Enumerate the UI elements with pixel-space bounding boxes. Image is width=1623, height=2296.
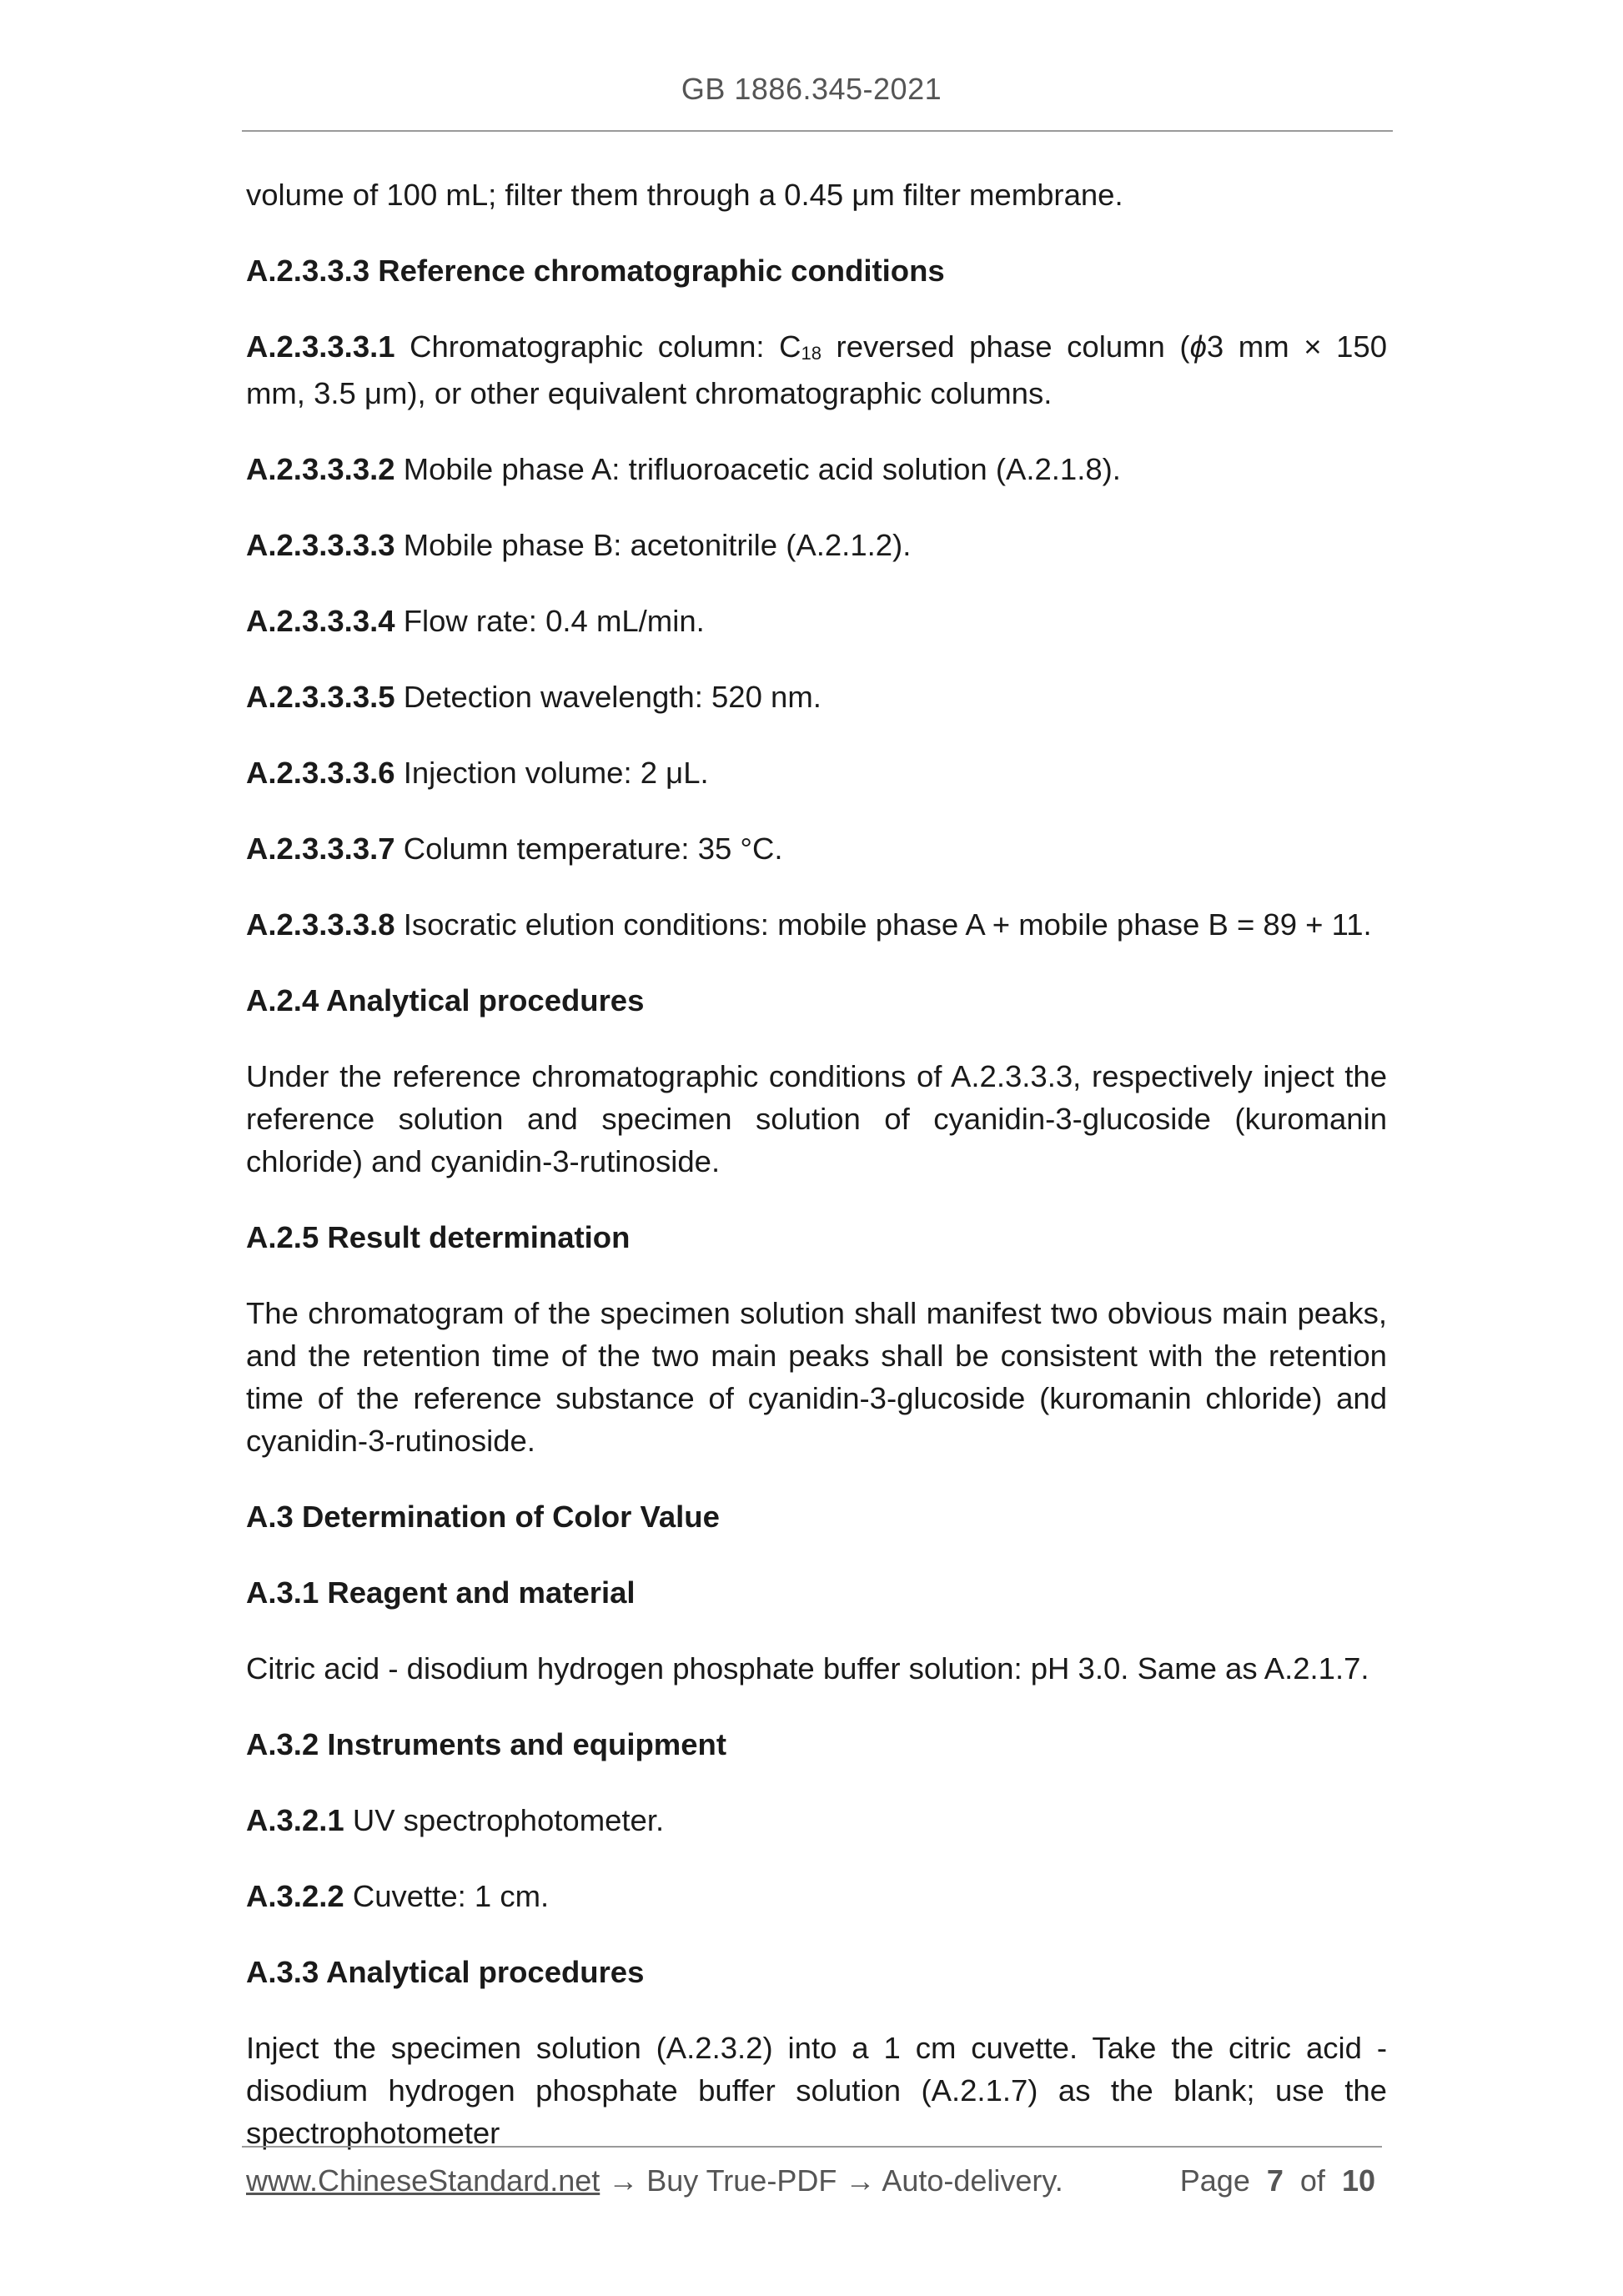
document-id-header: GB 1886.345-2021 (681, 72, 942, 106)
subscript: 18 (801, 343, 822, 364)
clause-number: A.2.3.3.3.4 (246, 604, 395, 638)
clause-text: Chromatographic column: C (394, 329, 801, 364)
clause-number: A.2.3.3.3.1 (246, 329, 395, 364)
section-heading-a25: A.2.5 Result determination (246, 1220, 631, 1254)
clause-number: A.2.3.3.3.6 (246, 756, 395, 790)
clause-a321 (246, 1799, 1387, 1841)
footer-divider (242, 2146, 1382, 2148)
phi-symbol: ϕ (1189, 329, 1207, 364)
clause-number: A.2.3.3.3.5 (246, 680, 395, 714)
clause-number: A.3.2.2 (246, 1879, 344, 1913)
clause-number: A.3.2.1 (246, 1803, 344, 1837)
page-label: Page (1179, 2163, 1250, 2198)
clause-text: Cuvette: 1 cm. (344, 1879, 550, 1913)
clause-a233336 (246, 751, 1387, 794)
document-body (246, 173, 1387, 2188)
clause-number: A.2.3.3.3.2 (246, 452, 395, 486)
clause-text: Isocratic elution conditions: mobile phase A + mobile phase B = 89 + 11. (394, 907, 1372, 942)
clause-number: A.2.3.3.3.8 (246, 907, 395, 942)
clause-text: UV spectrophotometer. (344, 1803, 665, 1837)
header-divider (242, 130, 1393, 132)
clause-text: 3 mm × 150 mm, 3.5 μm), or other equivalent chromatographic columns. (246, 329, 1387, 410)
section-heading-a2333: A.2.3.3.3 Reference chromatographic conditions (246, 254, 945, 288)
section-heading-a24: A.2.4 Analytical procedures (246, 983, 645, 1017)
section-heading-a32: A.3.2 Instruments and equipment (246, 1727, 726, 1761)
page-footer (246, 2160, 1380, 2202)
paragraph-a25: The chromatogram of the specimen solution shall manifest two obvious main peaks, and the retention time of the two main peaks shall be consistent with the retention time of the reference substance of cyanidin-3-glucoside (kuromanin chloride) and cyanidin-3-rutinoside. (246, 1296, 1387, 1458)
intro-paragraph: volume of 100 mL; filter them through a 0.45 μm filter membrane. (246, 178, 1123, 212)
promo-text: → Buy True-PDF → Auto-delivery. (600, 2163, 1063, 2198)
clause-a233338 (246, 903, 1387, 946)
clause-text: Injection volume: 2 μL. (394, 756, 709, 790)
section-heading-a3: A.3 Determination of Color Value (246, 1500, 720, 1534)
section-heading-a31: A.3.1 Reagent and material (246, 1575, 636, 1610)
paragraph-a33: Inject the specimen solution (A.2.3.2) into a 1 cm cuvette. Take the citric acid - disodium hydrogen phosphate buffer solution (A.2.1.7) as the blank; use the spectrophotometer (246, 2031, 1387, 2150)
clause-a233331 (246, 325, 1387, 414)
clause-text: Column temperature: 35 °C. (394, 831, 783, 866)
clause-a233334 (246, 600, 1387, 642)
clause-a233332 (246, 448, 1387, 490)
page-indicator (1180, 2160, 1375, 2202)
clause-a322 (246, 1875, 1387, 1917)
page-of-label: of (1299, 2163, 1325, 2198)
clause-text: Mobile phase A: trifluoroacetic acid solution (A.2.1.8). (394, 452, 1121, 486)
page-total: 10 (1341, 2163, 1375, 2198)
paragraph-a31: Citric acid - disodium hydrogen phosphate buffer solution: pH 3.0. Same as A.2.1.7. (246, 1651, 1369, 1686)
clause-a233333 (246, 524, 1387, 566)
clause-text: Flow rate: 0.4 mL/min. (394, 604, 705, 638)
clause-number: A.2.3.3.3.7 (246, 831, 395, 866)
paragraph-a24: Under the reference chromatographic conditions of A.2.3.3.3, respectively inject the reference solution and specimen solution of cyanidin-3-glucoside (kuromanin chloride) and cyanidin-3-rutinoside. (246, 1059, 1387, 1178)
clause-text: reversed phase column ( (821, 329, 1190, 364)
clause-a233335 (246, 676, 1387, 718)
section-heading-a33: A.3.3 Analytical procedures (246, 1955, 645, 1989)
website-link[interactable]: www.ChineseStandard.net (246, 2163, 600, 2198)
clause-text: Detection wavelength: 520 nm. (394, 680, 822, 714)
clause-number: A.2.3.3.3.3 (246, 528, 395, 562)
page-current: 7 (1266, 2163, 1284, 2198)
clause-text: Mobile phase B: acetonitrile (A.2.1.2). (394, 528, 912, 562)
clause-a233337 (246, 827, 1387, 870)
